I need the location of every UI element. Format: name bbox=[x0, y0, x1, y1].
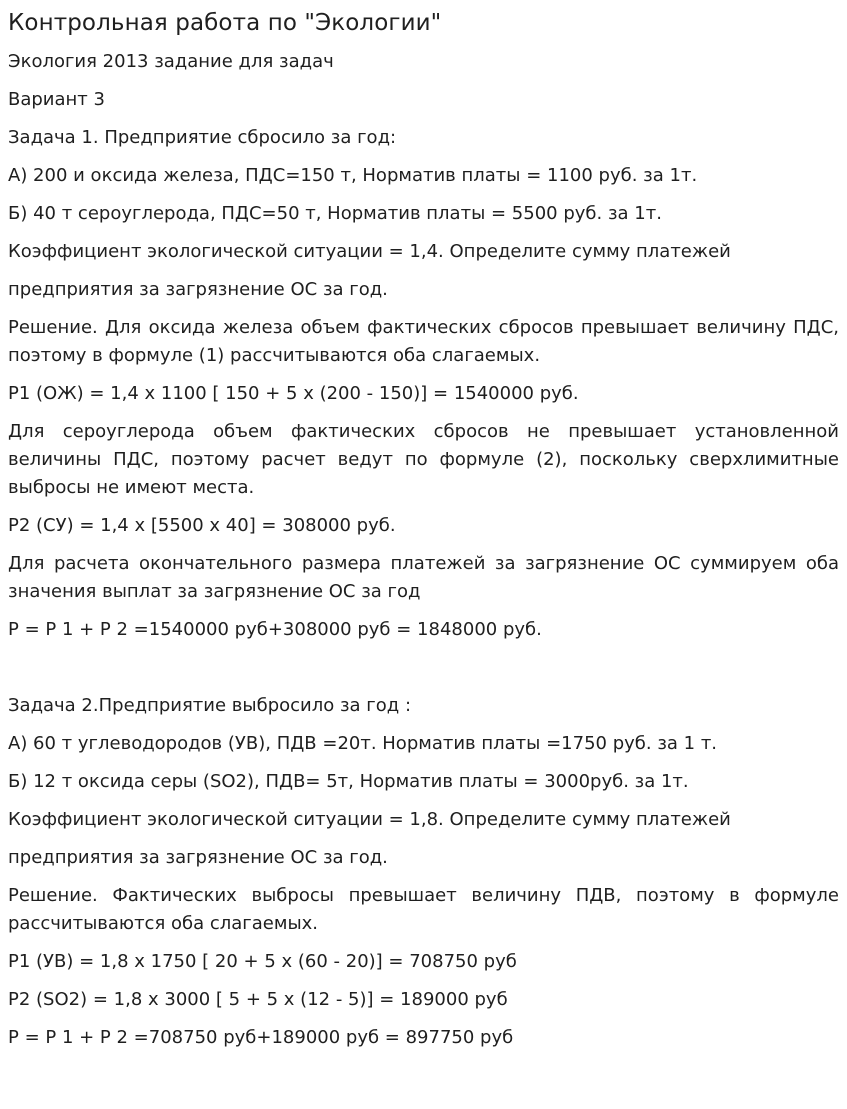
variant-label: Вариант 3 bbox=[8, 89, 105, 110]
task-2-coefficient: Коэффициент экологической ситуации = 1,8. Определите сумму платежей bbox=[8, 809, 731, 830]
task-2-heading: Задача 2.Предприятие выбросило за год : bbox=[8, 695, 412, 716]
task-1-section bbox=[8, 124, 839, 644]
task-2-formula-hydrocarbons: Р1 (УВ) = 1,8 х 1750 [ 20 + 5 х (60 - 20)] = 708750 руб bbox=[8, 951, 517, 972]
task-1-coefficient: Коэффициент экологической ситуации = 1,4. Определите сумму платежей bbox=[8, 241, 731, 262]
task-1-total: Р = Р 1 + Р 2 =1540000 руб+308000 руб = 1848000 руб. bbox=[8, 619, 542, 640]
document-title: Контрольная работа по "Экологии" bbox=[8, 10, 442, 36]
task-1-solution-iron: Решение. Для оксида железа объем фактических сбросов превышает величину ПДС, поэтому в формуле (1) рассчитываются оба слагаемых. bbox=[8, 317, 839, 366]
task-1-question: предприятия за загрязнение ОС за год. bbox=[8, 279, 388, 300]
task-1-formula-iron: Р1 (ОЖ) = 1,4 х 1100 [ 150 + 5 х (200 - 150)] = 1540000 руб. bbox=[8, 383, 579, 404]
task-2-item-b: Б) 12 т оксида серы (SO2), ПДВ= 5т, Норматив платы = 3000руб. за 1т. bbox=[8, 771, 689, 792]
task-1-item-b: Б) 40 т сероуглерода, ПДС=50 т, Норматив платы = 5500 руб. за 1т. bbox=[8, 203, 662, 224]
task-2-solution: Решение. Фактических выбросы превышает величину ПДВ, поэтому в формуле рассчитываются оба слагаемых. bbox=[8, 885, 839, 934]
task-2-section bbox=[8, 692, 839, 1052]
task-1-solution-total: Для расчета окончательного размера платежей за загрязнение ОС суммируем оба значения выплат за загрязнение ОС за год bbox=[8, 553, 839, 602]
task-1-heading: Задача 1. Предприятие сбросило за год: bbox=[8, 127, 397, 148]
task-1-formula-carbon-disulfide: Р2 (СУ) = 1,4 х [5500 х 40] = 308000 руб. bbox=[8, 515, 396, 536]
task-2-item-a: А) 60 т углеводородов (УВ), ПДВ =20т. Норматив платы =1750 руб. за 1 т. bbox=[8, 733, 718, 754]
section-spacer bbox=[8, 654, 839, 692]
task-2-question: предприятия за загрязнение ОС за год. bbox=[8, 847, 388, 868]
document-subtitle: Экология 2013 задание для задач bbox=[8, 51, 334, 72]
task-2-formula-sulfur-oxide: Р2 (SO2) = 1,8 х 3000 [ 5 + 5 х (12 - 5)] = 189000 руб bbox=[8, 989, 508, 1010]
task-1-item-a: А) 200 и оксида железа, ПДС=150 т, Норматив платы = 1100 руб. за 1т. bbox=[8, 165, 698, 186]
task-1-solution-carbon-disulfide: Для сероуглерода объем фактических сбросов не превышает установленной величины ПДС, поэтому расчет ведут по формуле (2), поскольку сверхлимитные выбросы не имеют места. bbox=[8, 421, 839, 498]
task-2-total: Р = Р 1 + Р 2 =708750 руб+189000 руб = 897750 руб bbox=[8, 1027, 514, 1048]
